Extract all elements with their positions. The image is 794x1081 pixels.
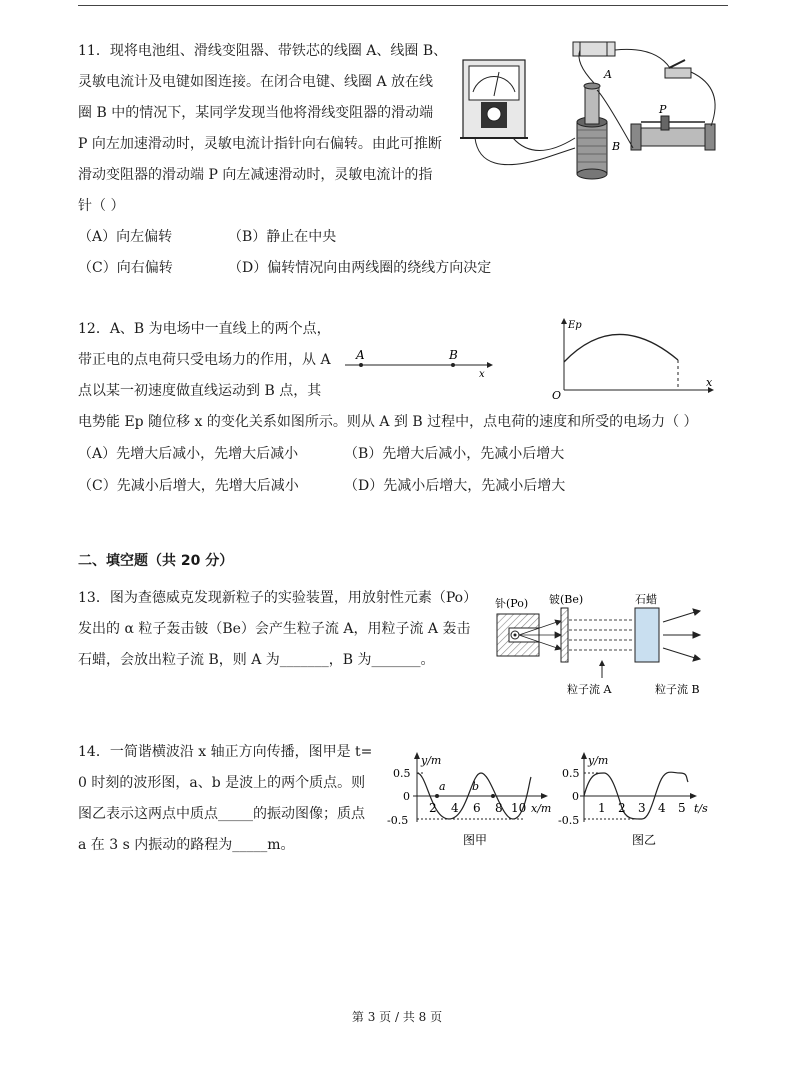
jia-xtick-2: 4 xyxy=(451,801,459,815)
q14-line-3: 图乙表示这两点中质点_____的振动图像；质点 xyxy=(78,806,365,822)
q14-wave-figure-yi xyxy=(558,752,722,852)
q11-line-6: 针（ ） xyxy=(78,198,125,214)
q11-line-2: 灵敏电流计及电键如图连接。在闭合电键、线圈 A 放在线 xyxy=(78,74,434,90)
jia-xtick-3: 6 xyxy=(473,801,481,815)
q14-line-1: 14．一简谐横波沿 x 轴正方向传播，图甲是 t= xyxy=(78,744,373,760)
yi-xtick-1: 1 xyxy=(598,801,606,815)
jia-xlabel: x/m xyxy=(531,802,552,815)
q14-line-2: 0 时刻的波形图，a、b 是波上的两个质点。则 xyxy=(78,775,366,791)
yi-caption: 图乙 xyxy=(632,833,657,847)
jia-ytick-3: -0.5 xyxy=(387,814,409,827)
q11-option-b[interactable]: （B）静止在中央 xyxy=(228,229,337,245)
q14-line-4: a 在 3 s 内振动的路程为_____m。 xyxy=(78,837,295,853)
jia-ytick-2: 0 xyxy=(403,790,410,803)
top-rule xyxy=(78,5,728,6)
q13-label-wax: 石蜡 xyxy=(635,593,657,606)
jia-point-b: b xyxy=(472,780,480,793)
jia-xtick-4: 8 xyxy=(495,801,503,815)
q11-option-c[interactable]: （C）向右偏转 xyxy=(78,260,173,276)
jia-ylabel: y/m xyxy=(421,754,442,767)
q12-line-3: 点以某一初速度做直线运动到 B 点，其 xyxy=(78,383,322,399)
jia-point-a: a xyxy=(439,780,446,793)
q11-line-1: 11．现将电池组、滑线变阻器、带铁芯的线圈 A、线圈 B、 xyxy=(78,43,448,59)
yi-xtick-4: 4 xyxy=(658,801,666,815)
q13-label-be: 铍(Be) xyxy=(549,593,584,606)
q13-chadwick-figure xyxy=(495,590,715,700)
q12-point-b: B xyxy=(449,348,458,362)
yi-ylabel: y/m xyxy=(588,754,609,767)
jia-xtick-1: 2 xyxy=(429,801,437,815)
q12-graph-origin: O xyxy=(552,389,562,402)
q12-option-d[interactable]: （D）先减小后增大，先减小后增大 xyxy=(344,478,566,494)
q12-line-1: 12．A、B 为电场中一直线上的两个点， xyxy=(78,321,331,337)
q12-option-a[interactable]: （A）先增大后减小，先增大后减小 xyxy=(78,446,299,462)
section-2-title: 二、填空题（共 20 分） xyxy=(78,553,234,569)
q12-option-c[interactable]: （C）先减小后增大，先增大后减小 xyxy=(78,478,299,494)
q12-line-figure xyxy=(345,345,495,385)
yi-ytick-3: -0.5 xyxy=(558,814,580,827)
q11-line-5: 滑动变阻器的滑动端 P 向左减速滑动时，灵敏电流计的指 xyxy=(78,167,433,183)
q12-graph-ylabel: Ep xyxy=(568,320,582,331)
jia-caption: 图甲 xyxy=(463,833,488,847)
q11-label-p: P xyxy=(659,103,667,116)
q12-option-b[interactable]: （B）先增大后减小，先减小后增大 xyxy=(344,446,565,462)
q11-label-b: B xyxy=(612,140,621,153)
yi-ytick-2: 0 xyxy=(572,790,579,803)
q11-line-3: 圈 B 中的情况下，某同学发现当他将滑线变阻器的滑动端 xyxy=(78,105,434,121)
q12-line-4: 电势能 Ep 随位移 x 的变化关系如图所示。则从 A 到 B 过程中，点电荷的速度和所受的电场力（ ） xyxy=(78,414,698,430)
q12-ep-graph xyxy=(548,318,718,400)
yi-xtick-2: 2 xyxy=(618,801,626,815)
q13-line-3: 石蜡，会放出粒子流 B，则 A 为_______，B 为_______。 xyxy=(78,652,435,668)
q12-line-2: 带正电的点电荷只受电场力的作用，从 A xyxy=(78,352,331,368)
q14-wave-figure-jia xyxy=(387,752,563,852)
q12-axis-x: x xyxy=(479,369,485,380)
jia-xtick-5: 10 xyxy=(511,801,527,815)
q11-circuit-figure xyxy=(455,38,725,188)
jia-ytick-1: 0.5 xyxy=(393,767,411,780)
q12-graph-xlabel: x xyxy=(706,376,713,389)
yi-ytick-1: 0.5 xyxy=(562,767,580,780)
yi-xtick-5: 5 xyxy=(678,801,686,815)
q11-line-4: P 向左加速滑动时，灵敏电流计指针向右偏转。由此可推断 xyxy=(78,136,442,152)
q13-label-po: 钋(Po) xyxy=(495,597,529,610)
q13-line-1: 13．图为查德威克发现新粒子的实验装置，用放射性元素（Po） xyxy=(78,590,478,606)
q11-option-d[interactable]: （D）偏转情况向由两线圈的绕线方向决定 xyxy=(228,260,492,276)
q13-line-2: 发出的 α 粒子轰击铍（Be）会产生粒子流 A，用粒子流 A 轰击 xyxy=(78,621,471,637)
q11-label-a: A xyxy=(604,68,612,81)
q13-label-flow-a: 粒子流 A xyxy=(567,683,612,696)
yi-xlabel: t/s xyxy=(694,802,708,815)
page-footer: 第 3 页 / 共 8 页 xyxy=(351,1010,443,1024)
q11-option-a[interactable]: （A）向左偏转 xyxy=(78,229,173,245)
yi-xtick-3: 3 xyxy=(638,801,646,815)
q12-point-a: A xyxy=(356,348,365,362)
q13-label-flow-b: 粒子流 B xyxy=(655,683,700,696)
